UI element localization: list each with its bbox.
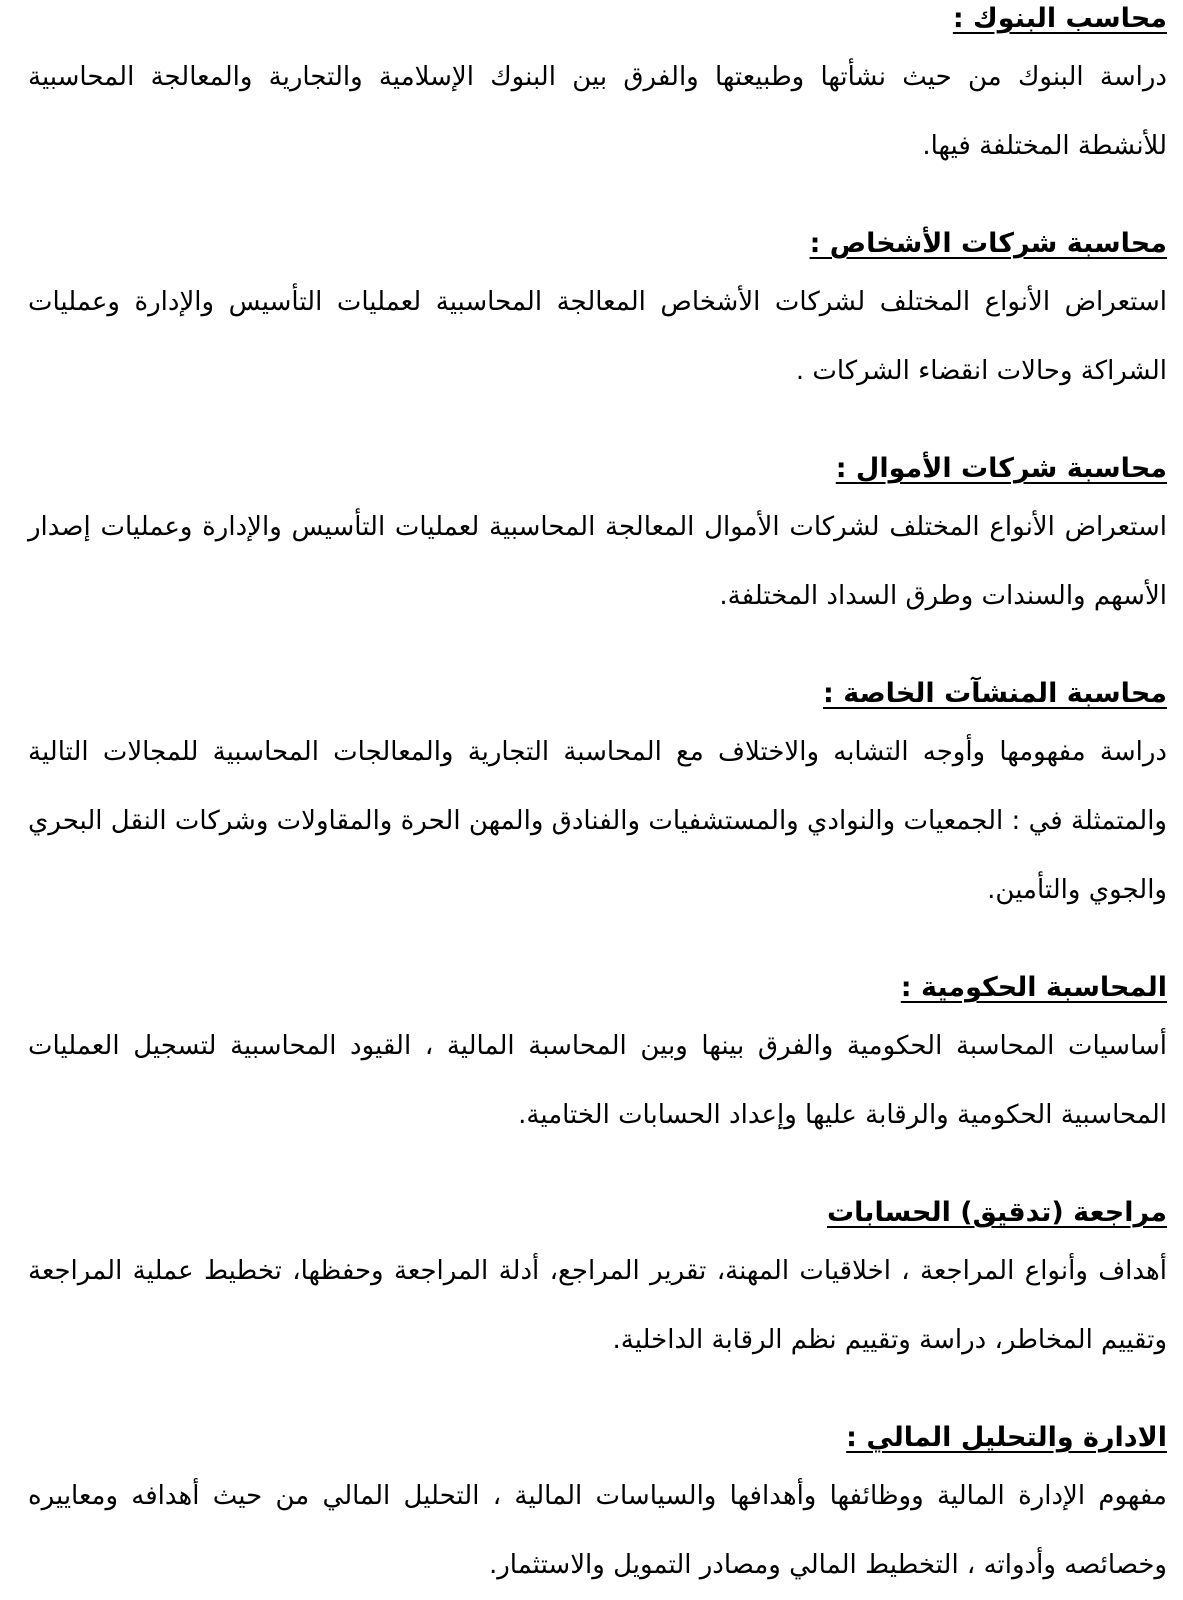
- section-body: مفهوم الإدارة المالية ووظائفها وأهدافها والسياسات المالية ، التحليل المالي من حيث أهدافه ومعاييره وخصائصه وأدواته ، التخطيط المالي ومصادر التمويل والاستثمار.: [28, 1481, 1167, 1580]
- section-spacer: [28, 181, 1167, 225]
- section-spacer: [28, 406, 1167, 450]
- section-heading: الادارة والتحليل المالي :: [846, 1422, 1167, 1453]
- section-banks-accounting: [28, 0, 1167, 181]
- section-body: استعراض الأنواع المختلف لشركات الأشخاص المعالجة المحاسبية لعمليات التأسيس والإدارة وعمليات الشراكة وحالات انقضاء الشركات .: [28, 287, 1167, 386]
- section-body: أهداف وأنواع المراجعة ، اخلاقيات المهنة، تقرير المراجع، أدلة المراجعة وحفظها، تخطيط عملية المراجعة وتقييم المخاطر، دراسة وتقييم نظم الرقابة الداخلية.: [28, 1256, 1167, 1355]
- section-spacer: [28, 1375, 1167, 1419]
- section-special-entities-accounting: [28, 675, 1167, 925]
- section-heading: محاسبة شركات الأموال :: [835, 453, 1167, 484]
- section-body: أساسيات المحاسبة الحكومية والفرق بينها وبين المحاسبة المالية ، القيود المحاسبية لتسجيل العمليات المحاسبية الحكومية والرقابة عليها وإعداد الحسابات الختامية.: [28, 1031, 1167, 1130]
- section-heading: محاسبة المنشآت الخاصة :: [823, 678, 1167, 709]
- section-corporations-accounting: [28, 450, 1167, 631]
- section-government-accounting: [28, 969, 1167, 1150]
- section-spacer: [28, 1150, 1167, 1194]
- section-auditing: [28, 1194, 1167, 1375]
- section-financial-management: [28, 1419, 1167, 1600]
- section-heading: مراجعة (تدقيق) الحسابات: [827, 1197, 1167, 1228]
- section-heading: المحاسبة الحكومية :: [900, 972, 1167, 1003]
- section-partnerships-accounting: [28, 225, 1167, 406]
- section-body: دراسة مفهومها وأوجه التشابه والاختلاف مع المحاسبة التجارية والمعالجات المحاسبية للمجالات التالية والمتمثلة في : الجمعيات والنوادي والمستشفيات والفنادق والمهن الحرة والمقاولات وشركات النقل البحري والجوي والتأمين.: [28, 737, 1167, 905]
- section-heading: محاسبة شركات الأشخاص :: [809, 228, 1167, 259]
- section-body: دراسة البنوك من حيث نشأتها وطبيعتها والفرق بين البنوك الإسلامية والتجارية والمعالجة المحاسبية للأنشطة المختلفة فيها.: [28, 62, 1167, 161]
- document-page: [28, 0, 1167, 1600]
- section-spacer: [28, 631, 1167, 675]
- section-body: استعراض الأنواع المختلف لشركات الأموال المعالجة المحاسبية لعمليات التأسيس والإدارة وعمليات إصدار الأسهم والسندات وطرق السداد المختلفة.: [28, 512, 1167, 611]
- section-spacer: [28, 925, 1167, 969]
- section-heading: محاسب البنوك :: [952, 3, 1167, 34]
